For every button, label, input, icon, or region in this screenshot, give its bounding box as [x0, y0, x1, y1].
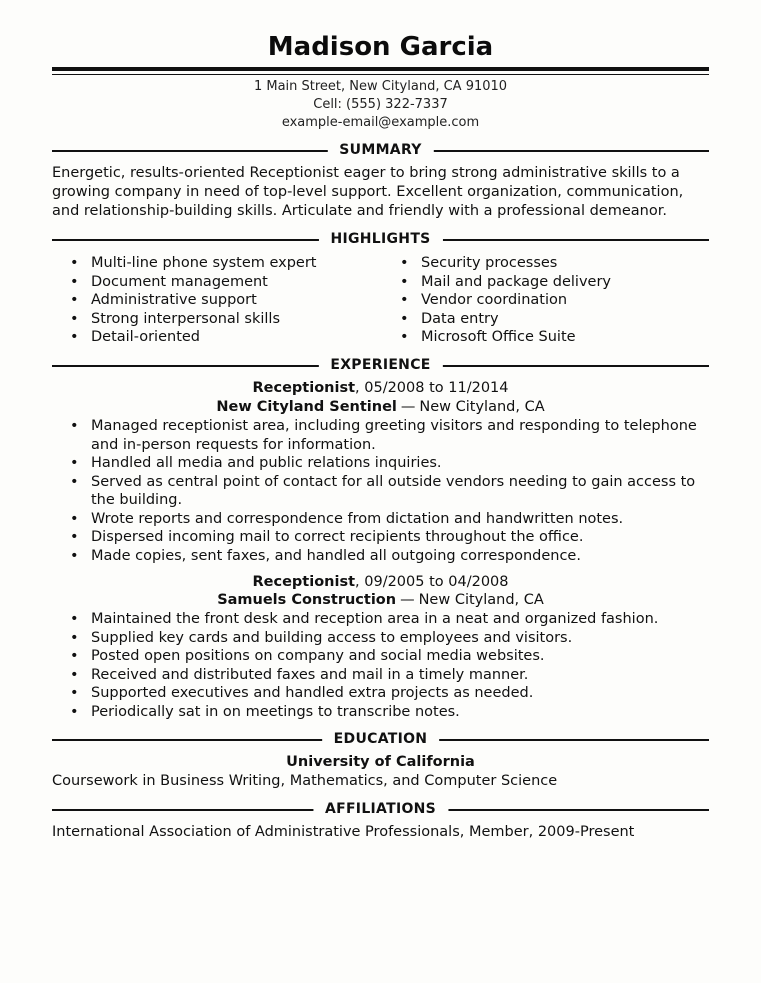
job-1-title-line: [0, 379, 761, 398]
list-item: • Maintained the front desk and reception area in a neat and organized fashion.: [52, 610, 712, 629]
list-item: • Wrote reports and correspondence from dictation and handwritten notes.: [52, 510, 712, 529]
list-item: • Received and distributed faxes and mail in a timely manner.: [52, 666, 712, 685]
list-item: • Microsoft Office Suite: [382, 328, 702, 347]
contact-address: 1 Main Street, New Cityland, CA 91010: [253, 79, 508, 94]
job-1-company-line: [0, 398, 761, 417]
header-rule-thin: [52, 74, 709, 75]
job-2-company: Samuels Construction: [217, 592, 397, 608]
job-1-location: New Cityland, CA: [419, 399, 545, 415]
contact-email: example-email@example.com: [281, 115, 480, 130]
experience-heading: [52, 357, 709, 373]
education-school-line: [0, 753, 761, 772]
summary-heading: [52, 142, 709, 158]
list-item: • Strong interpersonal skills: [52, 310, 372, 329]
list-item: • Supplied key cards and building access to employees and visitors.: [52, 629, 712, 648]
list-item: • Mail and package delivery: [382, 273, 702, 292]
list-item: • Dispersed incoming mail to correct recipients throughout the office.: [52, 528, 712, 547]
list-item: • Supported executives and handled extra projects as needed.: [52, 684, 712, 703]
job-2-location: New Cityland, CA: [418, 592, 544, 608]
job-1-title: Receptionist: [252, 380, 356, 396]
summary-text: Energetic, results-oriented Receptionist eager to bring strong administrative skills to a growing company in need of top-level support. Excellent organization, communication, and relationship-building skills. Articulate and friendly with a professional demeanor.: [52, 165, 684, 219]
list-item: • Made copies, sent faxes, and handled all outgoing correspondence.: [52, 547, 712, 566]
list-item: • Served as central point of contact for all outside vendors needing to gain access to the building.: [52, 473, 712, 510]
candidate-name: Madison Garcia: [267, 32, 494, 62]
affiliations-heading-label: AFFILIATIONS: [313, 801, 448, 817]
job-2-bullets: [52, 610, 712, 721]
list-item: • Multi-line phone system expert: [52, 254, 372, 273]
list-item: • Document management: [52, 273, 372, 292]
affiliations-heading: [52, 801, 709, 817]
list-item: • Data entry: [382, 310, 702, 329]
highlights-left-list: [52, 254, 372, 347]
list-item: • Periodically sat in on meetings to transcribe notes.: [52, 703, 712, 722]
affiliations-text: International Association of Administrative Professionals, Member, 2009-Present: [52, 824, 635, 840]
education-heading: [52, 731, 709, 747]
job-2-title-line: [0, 573, 761, 592]
list-item: • Managed receptionist area, including greeting visitors and responding to telephone and in-person requests for information.: [52, 417, 712, 454]
header-rule-thick: [52, 67, 709, 71]
summary-heading-label: SUMMARY: [327, 142, 433, 158]
list-item: • Posted open positions on company and social media websites.: [52, 647, 712, 666]
experience-heading-label: EXPERIENCE: [318, 357, 442, 373]
education-coursework: Coursework in Business Writing, Mathematics, and Computer Science: [52, 773, 558, 789]
highlights-heading-label: HIGHLIGHTS: [318, 231, 442, 247]
list-item: • Administrative support: [52, 291, 372, 310]
job-2-company-line: [0, 591, 761, 610]
list-item: • Vendor coordination: [382, 291, 702, 310]
education-heading-label: EDUCATION: [322, 731, 440, 747]
job-1-dates: , 05/2008 to 11/2014: [355, 380, 509, 396]
contact-cell: Cell: (555) 322-7337: [313, 97, 448, 112]
list-item: • Detail-oriented: [52, 328, 372, 347]
highlights-heading: [52, 231, 709, 247]
list-item: • Handled all media and public relations inquiries.: [52, 454, 712, 473]
highlights-right-list: [382, 254, 702, 347]
job-2-dash: —: [400, 592, 415, 608]
job-1-company: New Cityland Sentinel: [216, 399, 397, 415]
education-school: University of California: [286, 754, 475, 770]
job-1-bullets: [52, 417, 712, 565]
list-item: • Security processes: [382, 254, 702, 273]
job-1-dash: —: [400, 399, 416, 415]
job-2-title: Receptionist: [252, 574, 356, 590]
job-2-dates: , 09/2005 to 04/2008: [355, 574, 509, 590]
